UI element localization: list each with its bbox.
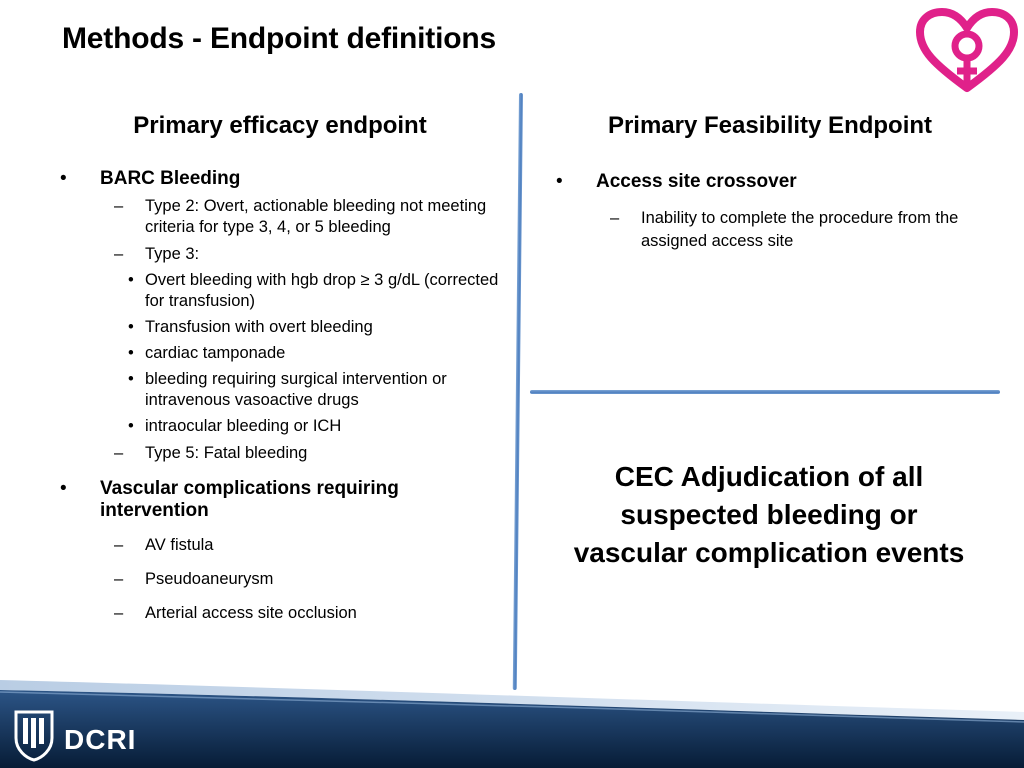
dcri-logo-text: DCRI [64, 724, 137, 755]
list-item [100, 270, 500, 312]
list-item [100, 416, 500, 437]
list-item [60, 168, 500, 464]
dcri-shield-icon [12, 708, 56, 762]
cec-adjudication-text: CEC Adjudication of all suspected bleeding or vascular complication events [573, 461, 965, 568]
list-item [556, 171, 996, 253]
horizontal-divider [530, 390, 1000, 394]
feasibility-heading: Primary Feasibility Endpoint [607, 112, 933, 139]
slide-title: Methods - Endpoint definitions [62, 22, 496, 55]
bullet: • [128, 271, 134, 289]
bullet: • [128, 417, 134, 435]
crossover-definition: Inability to complete the procedure from the assigned access site [641, 209, 959, 250]
footer-band [0, 680, 1024, 768]
type5-label: Type 5: Fatal bleeding [145, 444, 308, 462]
bullet: • [128, 318, 134, 336]
dash-bullet: – [610, 209, 620, 227]
type3-item-text: Overt bleeding with hgb drop ≥ 3 g/dL (corrected for transfusion) [145, 271, 499, 310]
dash-bullet: – [114, 245, 124, 263]
dash-bullet: – [114, 197, 124, 215]
efficacy-heading: Primary efficacy endpoint [133, 112, 427, 139]
crossover-sublist [596, 207, 996, 253]
barc-sublist [100, 196, 500, 464]
list-item [100, 603, 500, 624]
type3-item-text: bleeding requiring surgical intervention or intravenous vasoactive drugs [145, 370, 447, 409]
type2-label: Type 2: Overt, actionable bleeding not meeting criteria for type 3, 4, or 5 bleeding [145, 197, 487, 236]
list-item [60, 478, 500, 624]
list-item [596, 207, 996, 253]
list-item [100, 244, 500, 437]
footer-wave [0, 680, 1024, 768]
dash-bullet: – [114, 444, 124, 462]
dash-bullet: – [114, 536, 124, 554]
av-fistula-label: AV fistula [145, 536, 214, 554]
vascular-sublist [100, 535, 500, 624]
heart-venus-logo-icon [914, 8, 1020, 94]
type3-item-text: intraocular bleeding or ICH [145, 417, 342, 435]
dash-bullet: – [114, 570, 124, 588]
list-item [100, 343, 500, 364]
access-crossover-label: Access site crossover [596, 171, 797, 192]
pseudoaneurysm-label: Pseudoaneurysm [145, 570, 274, 588]
type3-sublist [100, 270, 500, 437]
list-item [100, 369, 500, 411]
dash-bullet: – [114, 604, 124, 622]
access-occlusion-label: Arterial access site occlusion [145, 604, 357, 622]
type3-item-text: Transfusion with overt bleeding [145, 318, 373, 336]
bullet: • [556, 171, 563, 192]
vertical-divider [513, 93, 523, 690]
bullet: • [128, 370, 134, 388]
type3-item-text: cardiac tamponade [145, 344, 286, 362]
list-item [100, 535, 500, 556]
list-item [100, 317, 500, 338]
bullet: • [60, 168, 67, 189]
type3-label: Type 3: [145, 245, 200, 263]
list-item [100, 196, 500, 238]
barc-bleeding-label: BARC Bleeding [100, 168, 241, 189]
list-item [100, 443, 500, 464]
vascular-complications-label: Vascular complications requiring intervention [100, 478, 399, 521]
list-item [100, 569, 500, 590]
feasibility-list [556, 171, 996, 253]
bullet: • [128, 344, 134, 362]
efficacy-list [60, 168, 500, 624]
bullet: • [60, 478, 67, 499]
